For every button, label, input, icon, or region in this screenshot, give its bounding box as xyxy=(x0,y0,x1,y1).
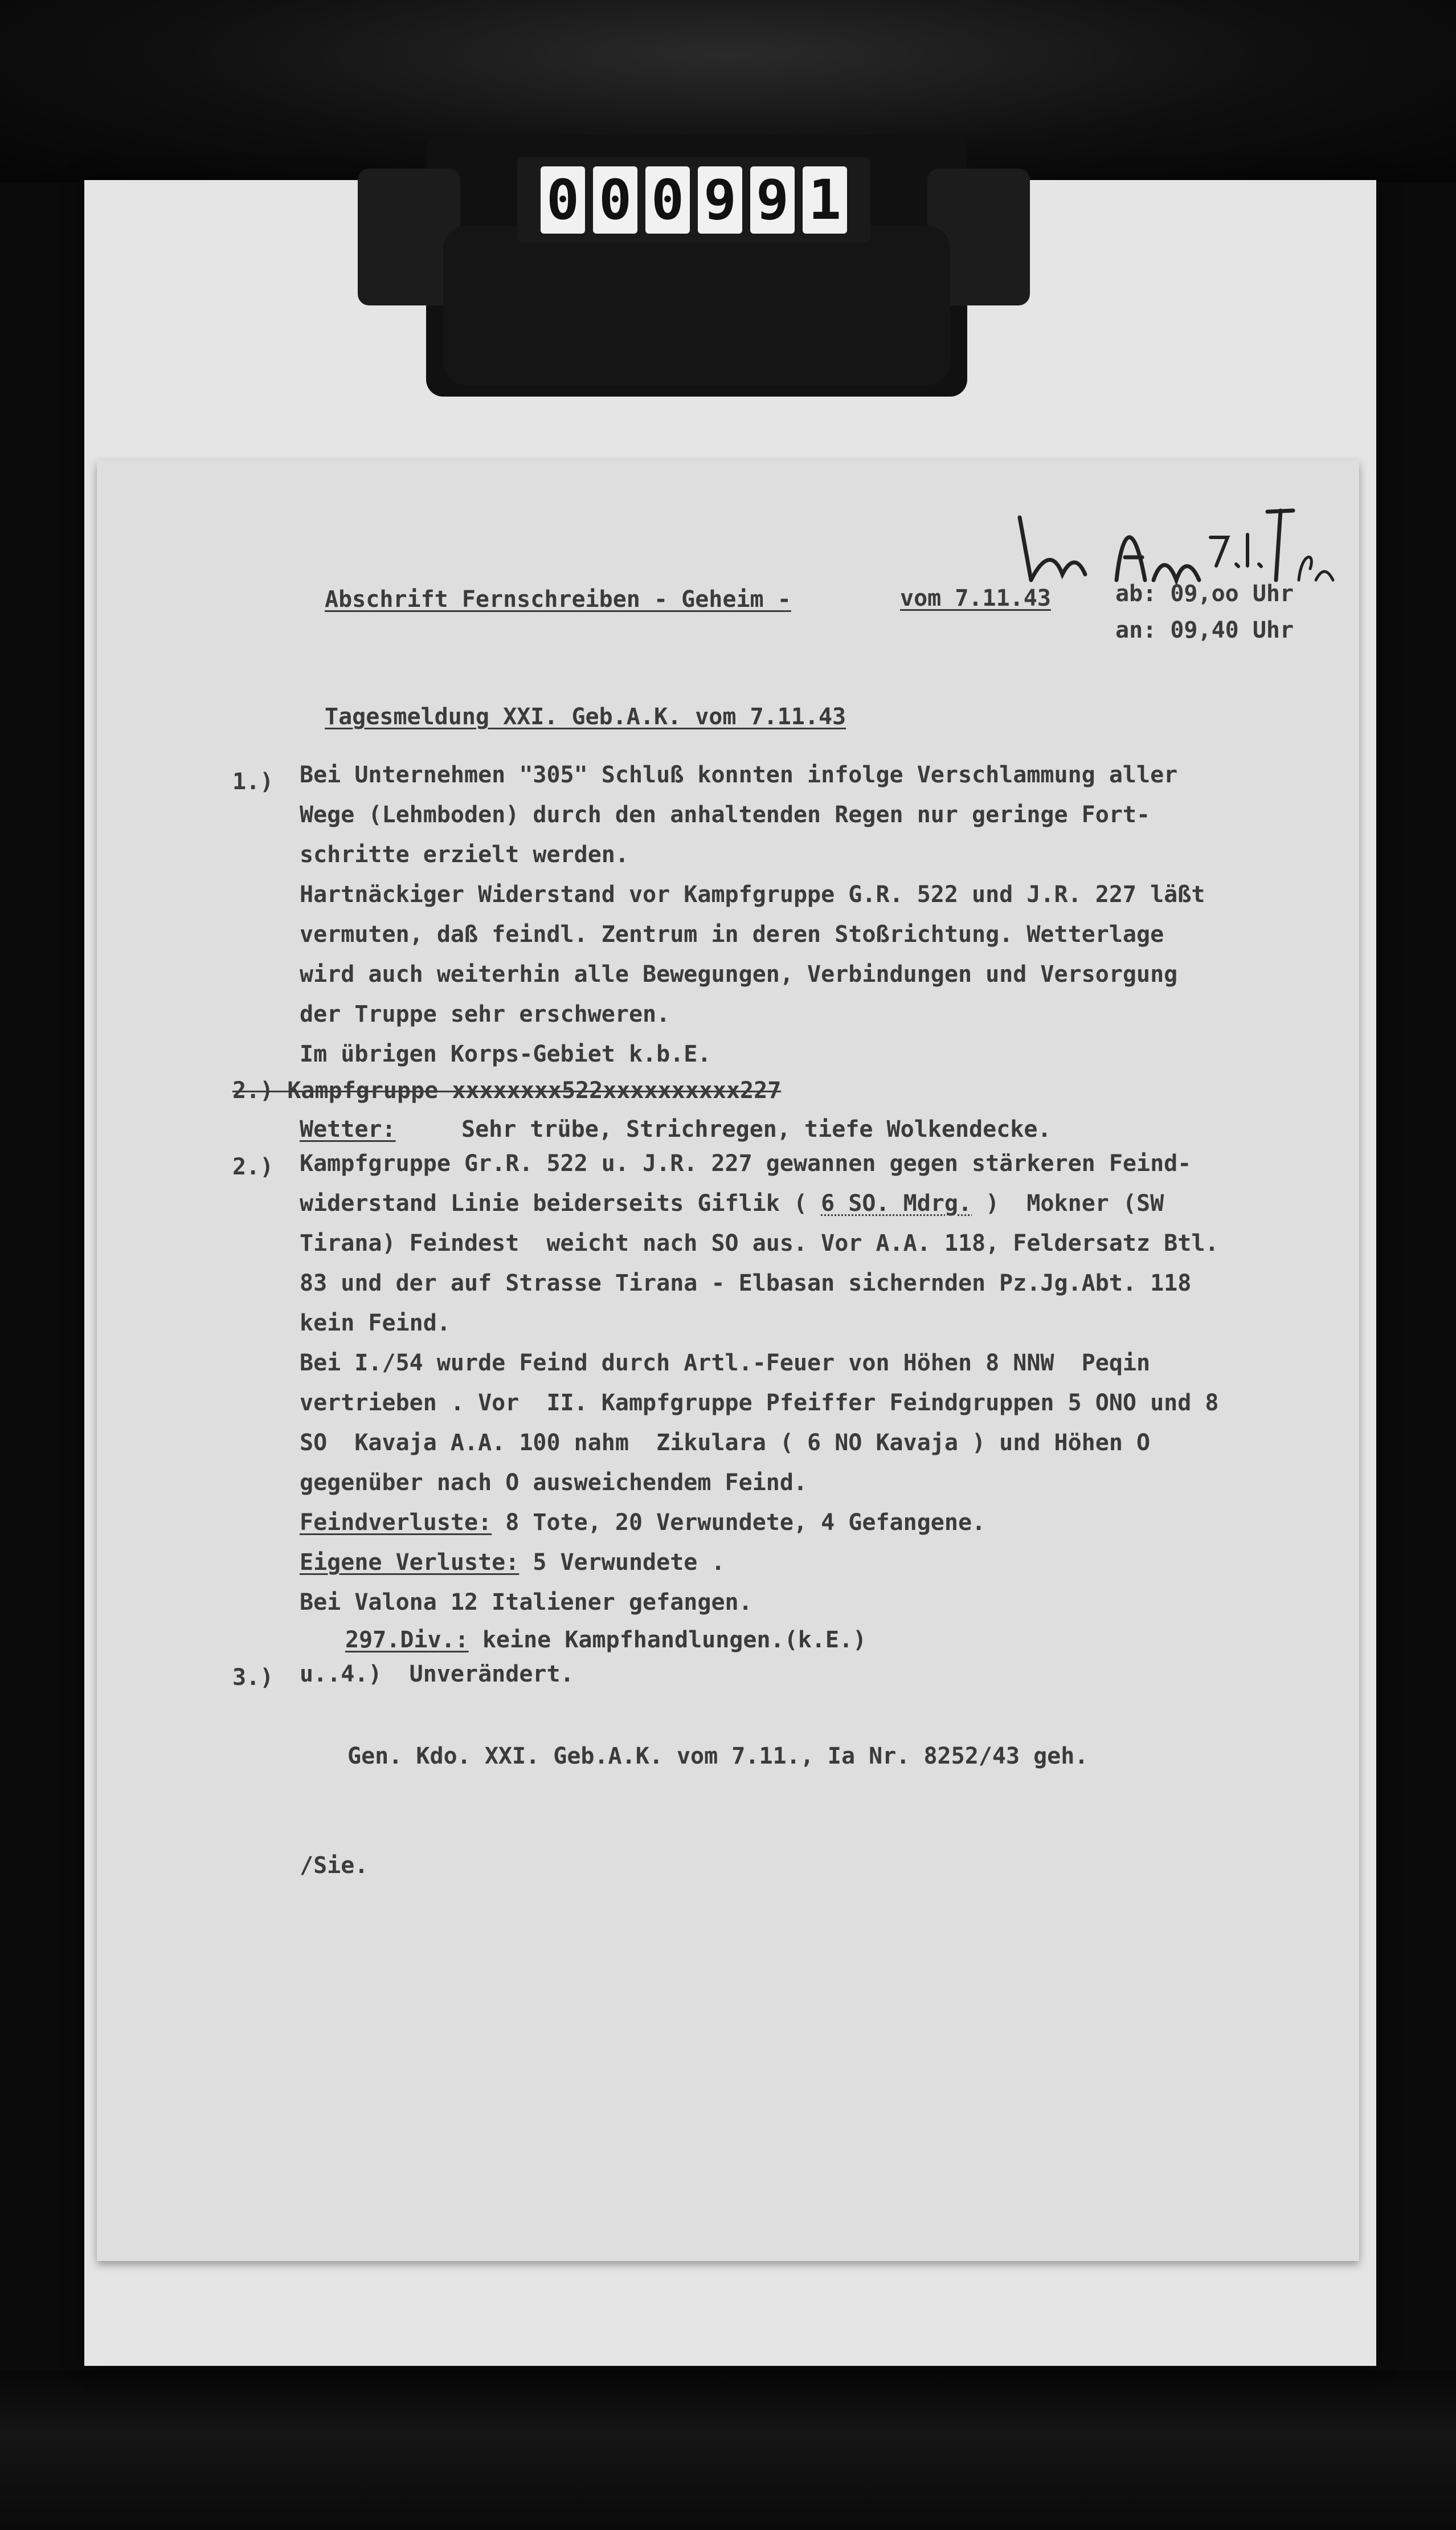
section-2-line: Tirana) Feindest weicht nach SO aus. Vor A.A. 118, Feldersatz Btl. xyxy=(300,1230,1219,1256)
section-1-line: Im übrigen Korps-Gebiet k.b.E. xyxy=(300,1041,711,1067)
section-1-line: wird auch weiterhin alle Bewegungen, Verbindungen und Versorgung xyxy=(300,961,1178,987)
section-1-line: vermuten, daß feindl. Zentrum in deren Stoßrichtung. Wetterlage xyxy=(300,921,1164,948)
section-1-number: 1.) xyxy=(232,769,274,795)
section-2-line: Bei I./54 wurde Feind durch Artl.-Feuer von Höhen 8 NNW Peqin xyxy=(300,1350,1151,1376)
division-line xyxy=(345,1626,866,1654)
grid-reference: 6 SO. Mdrg. xyxy=(821,1190,972,1217)
section-2-line: gegenüber nach O ausweichendem Feind. xyxy=(300,1470,808,1496)
section-2-number: 2.) xyxy=(232,1154,274,1180)
own-losses-text: 5 Verwundete . xyxy=(519,1549,725,1576)
division-label: 297.Div.: xyxy=(345,1627,469,1653)
section-1-line: der Truppe sehr erschweren. xyxy=(300,1001,670,1027)
section-2-line-part: widerstand Linie beiderseits Giflik ( xyxy=(300,1190,821,1217)
frame-counter xyxy=(517,157,870,243)
valona-line: Bei Valona 12 Italiener gefangen. xyxy=(300,1589,752,1615)
counter-digit: 9 xyxy=(698,166,742,234)
own-losses-line xyxy=(300,1549,725,1576)
document-header-title: Abschrift Fernschreiben - Geheim - xyxy=(325,586,791,613)
section-1-line: Hartnäckiger Widerstand vor Kampfgruppe G.R. 522 und J.R. 227 läßt xyxy=(300,882,1205,908)
section-1-line: Wege (Lehmboden) durch den anhaltenden Regen nur geringe Fort- xyxy=(300,802,1151,828)
handwritten-annotation xyxy=(1008,495,1350,591)
section-2-line: Kampfgruppe Gr.R. 522 u. J.R. 227 gewannen gegen stärkeren Feind- xyxy=(300,1150,1192,1177)
struck-out-line: 2.) Kampfgruppe xxxxxxxx522xxxxxxxxxx227 xyxy=(232,1078,782,1104)
enemy-losses-text: 8 Tote, 20 Verwundete, 4 Gefangene. xyxy=(492,1509,986,1536)
document-header-date: vom 7.11.43 xyxy=(900,585,1051,611)
enemy-losses-line xyxy=(300,1509,985,1536)
counter-digit: 9 xyxy=(750,166,795,234)
section-1-line: schritte erzielt werden. xyxy=(300,842,629,868)
frame-counter-clamp xyxy=(426,134,967,397)
counter-digit: 0 xyxy=(541,166,585,234)
weather-label: Wetter: xyxy=(300,1116,396,1142)
section-2-line: vertrieben . Vor II. Kampfgruppe Pfeiffer Feindgruppen 5 ONO und 8 xyxy=(300,1390,1219,1416)
section-2-line: kein Feind. xyxy=(300,1310,451,1336)
counter-digit: 0 xyxy=(645,166,690,234)
section-2-line-part: ) Mokner (SW xyxy=(972,1190,1164,1217)
section-3-text: u..4.) Unverändert. xyxy=(300,1661,574,1687)
transmission-time-an: an: 09,40 Uhr xyxy=(1115,617,1294,643)
section-1-line: Bei Unternehmen "305" Schluß konnten infolge Verschlammung aller xyxy=(300,762,1178,788)
footer-reference: Gen. Kdo. XXI. Geb.A.K. vom 7.11., Ia Nr. 8252/43 geh. xyxy=(347,1743,1089,1769)
report-title: Tagesmeldung XXI. Geb.A.K. vom 7.11.43 xyxy=(325,704,846,730)
section-3-number: 3.) xyxy=(232,1664,274,1691)
division-text: keine Kampfhandlungen.(k.E.) xyxy=(468,1627,867,1653)
section-2-line xyxy=(300,1190,1164,1217)
section-2-line: SO Kavaja A.A. 100 nahm Zikulara ( 6 NO Kavaja ) und Höhen O xyxy=(300,1430,1151,1456)
own-losses-label: Eigene Verluste: xyxy=(300,1549,520,1576)
film-border-bottom xyxy=(0,2370,1456,2530)
transmission-time-ab: ab: 09,oo Uhr xyxy=(1115,581,1294,607)
typed-document xyxy=(97,460,1359,2261)
section-2-line: 83 und der auf Strasse Tirana - Elbasan sichernden Pz.Jg.Abt. 118 xyxy=(300,1270,1192,1296)
clamp-base xyxy=(443,226,950,385)
weather-text: Sehr trübe, Strichregen, tiefe Wolkendecke. xyxy=(461,1116,1052,1142)
counter-digit: 1 xyxy=(803,166,847,234)
typist-signature: /Sie. xyxy=(300,1852,369,1879)
enemy-losses-label: Feindverluste: xyxy=(300,1509,492,1536)
counter-digit: 0 xyxy=(593,166,637,234)
